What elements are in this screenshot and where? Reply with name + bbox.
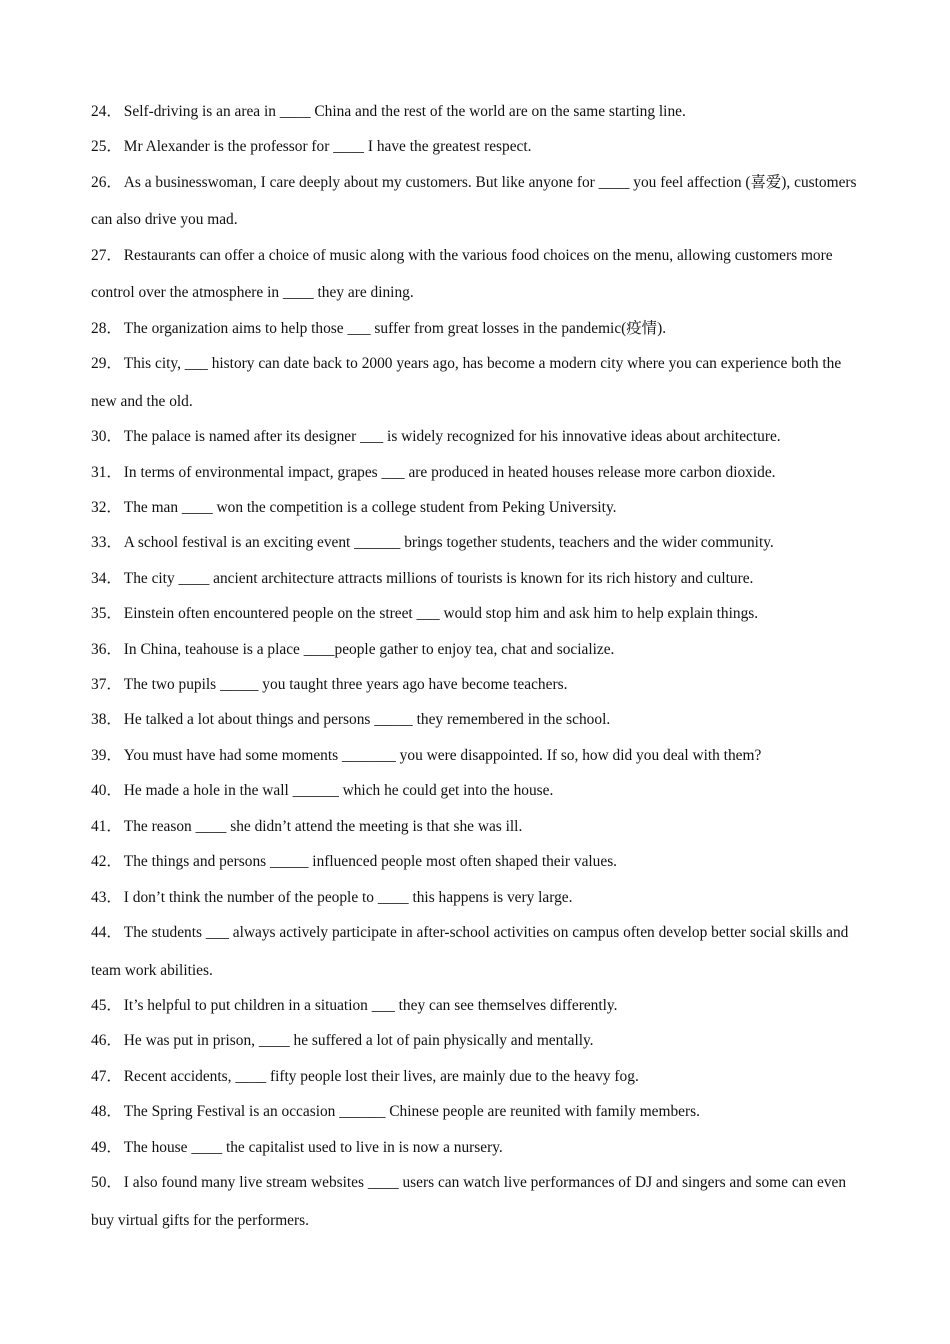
question-28	[91, 310, 863, 348]
question-number: 49．	[91, 1138, 122, 1156]
question-31	[91, 454, 863, 492]
question-33	[91, 524, 863, 562]
question-text: The reason ____ she didn’t attend the meeting is that she was ill.	[123, 817, 523, 835]
question-text: Mr Alexander is the professor for ____ I have the greatest respect.	[123, 138, 532, 156]
question-text: The students ___ always actively participate in after-school activities on campus often develop better social skills and team work abilities.	[91, 923, 849, 979]
question-text: The two pupils _____ you taught three years ago have become teachers.	[123, 676, 568, 694]
question-text: A school festival is an exciting event ______ brings together students, teachers and the wider community.	[123, 534, 774, 552]
question-number: 43．	[91, 888, 122, 906]
question-number: 45．	[91, 996, 122, 1014]
question-text: He made a hole in the wall ______ which he could get into the house.	[123, 782, 554, 800]
question-number: 38．	[91, 711, 122, 729]
question-46	[91, 1022, 863, 1060]
question-number: 42．	[91, 853, 122, 871]
question-number: 33．	[91, 534, 122, 552]
question-number: 46．	[91, 1032, 122, 1050]
question-text: Einstein often encountered people on the street ___ would stop him and ask him to help explain things.	[123, 605, 759, 623]
question-text: Restaurants can offer a choice of music along with the various food choices on the menu, allowing customers more control over the atmosphere in ____ they are dining.	[91, 246, 833, 302]
question-number: 37．	[91, 676, 122, 694]
question-number: 26．	[91, 173, 122, 191]
question-number: 29．	[91, 355, 122, 373]
question-43	[91, 879, 863, 917]
question-50	[91, 1164, 863, 1239]
question-number: 32．	[91, 499, 122, 517]
question-list	[91, 93, 863, 1237]
question-26	[91, 164, 863, 239]
question-number: 28．	[91, 319, 122, 337]
question-number: 39．	[91, 746, 122, 764]
question-27	[91, 237, 863, 312]
question-37	[91, 666, 863, 704]
question-44	[91, 914, 863, 989]
question-30	[91, 418, 863, 456]
question-text: The things and persons _____ influenced people most often shaped their values.	[123, 853, 618, 871]
question-number: 30．	[91, 428, 122, 446]
question-38	[91, 701, 863, 739]
question-34	[91, 560, 863, 598]
question-text: The city ____ ancient architecture attracts millions of tourists is known for its rich history and culture.	[123, 569, 754, 587]
question-number: 27．	[91, 246, 122, 264]
question-text: This city, ___ history can date back to 2000 years ago, has become a modern city where you can experience both the new and the old.	[91, 355, 842, 410]
question-32	[91, 489, 863, 527]
question-text: The Spring Festival is an occasion ______ Chinese people are reunited with family members.	[123, 1103, 700, 1121]
question-39	[91, 737, 863, 775]
question-text: The man ____ won the competition is a college student from Peking University.	[123, 499, 617, 517]
question-24	[91, 93, 863, 131]
question-48	[91, 1093, 863, 1131]
question-number: 48．	[91, 1103, 122, 1121]
question-text: In China, teahouse is a place ____people gather to enjoy tea, chat and socialize.	[123, 640, 615, 658]
question-text: It’s helpful to put children in a situation ___ they can see themselves differently.	[123, 996, 618, 1014]
question-40	[91, 772, 863, 810]
question-text: I don’t think the number of the people to ____ this happens is very large.	[123, 888, 573, 906]
question-41	[91, 808, 863, 846]
question-text: Self-driving is an area in ____ China and the rest of the world are on the same starting line.	[123, 103, 686, 120]
question-36	[91, 631, 863, 669]
question-25	[91, 128, 863, 166]
question-number: 25．	[91, 138, 122, 156]
question-number: 31．	[91, 463, 122, 481]
question-number: 34．	[91, 569, 122, 587]
question-text: You must have had some moments _______ you were disappointed. If so, how did you deal with them?	[123, 746, 762, 764]
question-number: 40．	[91, 782, 122, 800]
question-number: 36．	[91, 640, 122, 658]
question-number: 35．	[91, 605, 122, 623]
question-text: He talked a lot about things and persons _____ they remembered in the school.	[123, 711, 611, 729]
question-number: 50．	[91, 1173, 122, 1191]
question-29	[91, 345, 863, 420]
question-number: 44．	[91, 923, 122, 941]
question-number: 24．	[91, 103, 122, 120]
question-47	[91, 1058, 863, 1096]
question-text: The palace is named after its designer ___ is widely recognized for his innovative ideas about architecture.	[123, 428, 781, 446]
question-49	[91, 1129, 863, 1167]
question-text: He was put in prison, ____ he suffered a lot of pain physically and mentally.	[123, 1032, 594, 1050]
question-number: 41．	[91, 817, 122, 835]
question-text: As a businesswoman, I care deeply about my customers. But like anyone for ____ you feel affection (喜爱), customers can also drive you mad.	[91, 173, 857, 229]
question-number: 47．	[91, 1067, 122, 1085]
question-text: I also found many live stream websites ____ users can watch live performances of DJ and singers and some can even buy virtual gifts for the performers.	[91, 1173, 847, 1229]
question-text: Recent accidents, ____ fifty people lost their lives, are mainly due to the heavy fog.	[123, 1067, 639, 1085]
question-text: The organization aims to help those ___ suffer from great losses in the pandemic(疫情).	[123, 319, 667, 337]
question-text: The house ____ the capitalist used to live in is now a nursery.	[123, 1138, 503, 1156]
question-42	[91, 843, 863, 881]
question-45	[91, 987, 863, 1025]
question-text: In terms of environmental impact, grapes ___ are produced in heated houses release more carbon dioxide.	[123, 463, 776, 481]
question-35	[91, 595, 863, 633]
